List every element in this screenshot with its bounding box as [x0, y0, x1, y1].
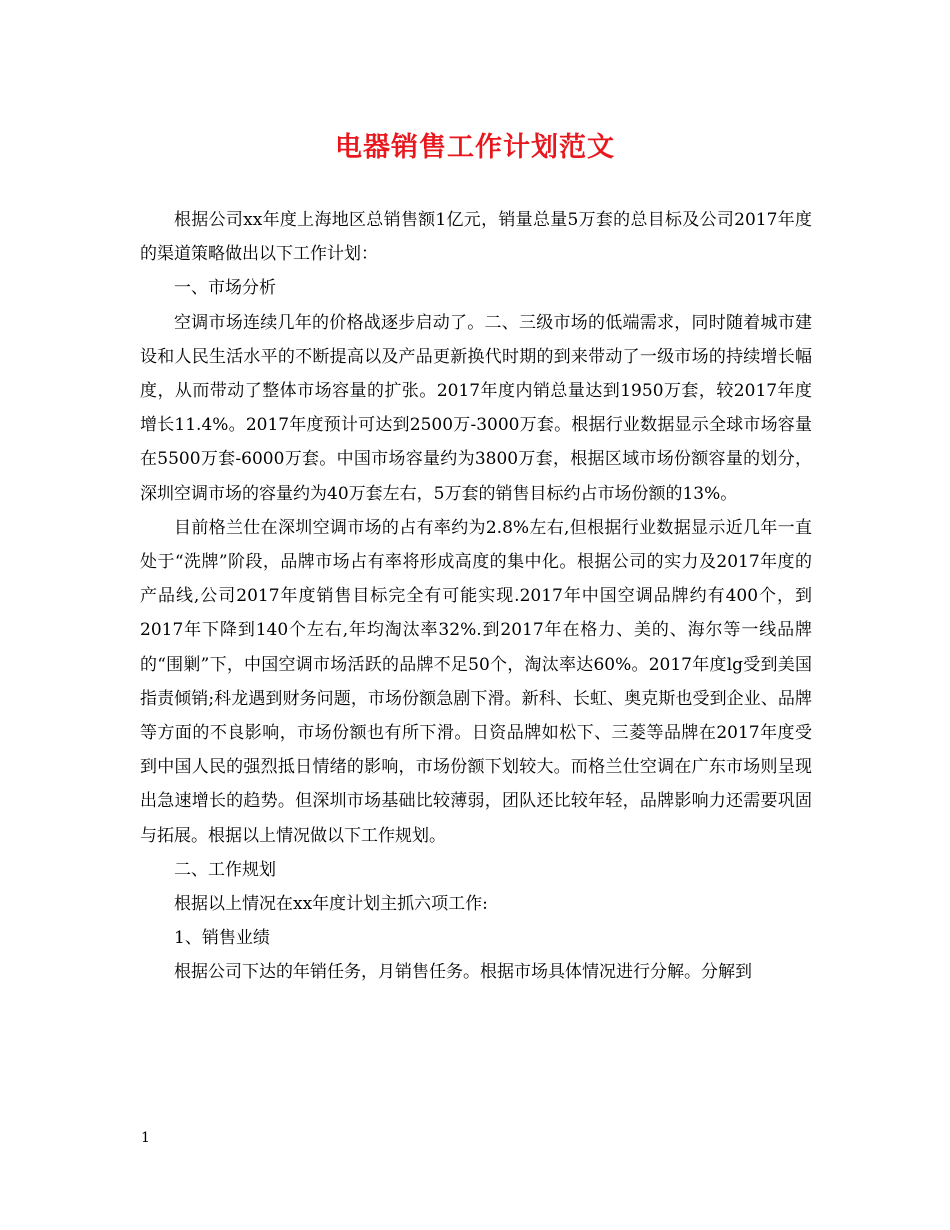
paragraph-sales-tasks: 根据公司下达的年销任务，月销售任务。根据市场具体情况进行分解。分解到 [174, 962, 752, 983]
paragraph-brand-share: 目前格兰仕在深圳空调市场的占有率约为2.8%左右,但根据行业数据显示近几年一直处于“洗牌”阶段，品牌市场占有率将形成高度的集中化。根据公司的实力及2017年度的产品线,公司2017年度销售目标完全有可能实现.2017年中国空调品牌约有400个，到2017年下降到140个左右,年均淘汰率32%.到2017年在格力、美的、海尔等一线品牌的“围剿”下，中国空调市场活跃的品牌不足50个，淘汰率达60%。2017年度lg受到美国指责倾销;科龙遇到财务问题，市场份额急剧下滑。新科、长虹、奥克斯也受到企业、品牌等方面的不良影响，市场份额也有所下滑。日资品牌如松下、三菱等品牌在2017年度受到中国人民的强烈抵日情绪的影响，市场份额下划较大。而格兰仕空调在广东市场则呈现出急速增长的趋势。但深圳市场基础比较薄弱，团队还比较年轻，品牌影响力还需要巩固与拓展。根据以上情况做以下工作规划。 [140, 517, 812, 846]
paragraph-intro: 根据公司xx年度上海地区总销售额1亿元，销量总量5万套的总目标及公司2017年度的渠道策略做出以下工作计划： [140, 210, 812, 265]
section-heading-work-plan: 二、工作规划 [174, 859, 276, 880]
paragraph-market-capacity: 空调市场连续几年的价格战逐步启动了。二、三级市场的低端需求，同时随着城市建设和人民生活水平的不断提高以及产品更新换代时期的到来带动了一级市场的持续增长幅度，从而带动了整体市场容量的扩张。2017年度内销总量达到1950万套，较2017年度增长11.4%。2017年度预计可达到2500万-3000万套。根据行业数据显示全球市场容量在5500万套-6000万套。中国市场容量约为3800万套，根据区域市场份额容量的划分，深圳空调市场的容量约为40万套左右，5万套的销售目标约占市场份额的13%。 [140, 312, 812, 504]
document-title: 电器销售工作计划范文 [335, 132, 615, 163]
document-body [140, 203, 812, 990]
section-heading-market-analysis: 一、市场分析 [174, 278, 276, 299]
page-number: 1 [141, 1130, 150, 1146]
subheading-sales-performance: 1、销售业绩 [174, 928, 270, 949]
paragraph-six-tasks: 根据以上情况在xx年度计划主抓六项工作: [174, 894, 488, 915]
